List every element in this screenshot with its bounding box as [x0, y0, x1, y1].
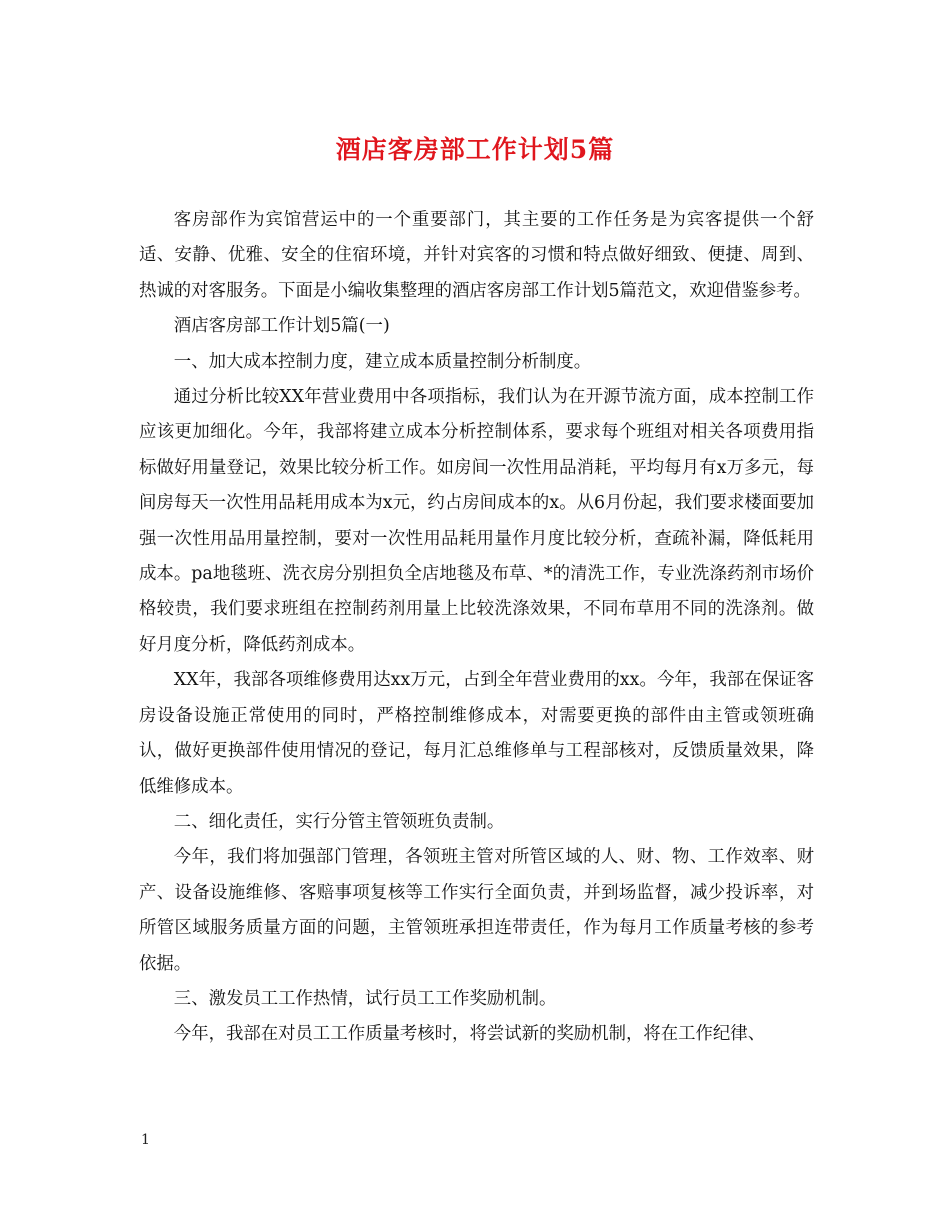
body-paragraph: 今年，我部在对员工工作质量考核时，将尝试新的奖励机制，将在工作纪律、: [173, 1024, 766, 1045]
plan-heading: 酒店客房部工作计划5篇(一): [173, 316, 390, 337]
section-heading-2: 二、细化责任，实行分管主管领班负责制。: [173, 811, 505, 832]
section-heading-1: 一、加大成本控制力度，建立成本质量控制分析制度。: [173, 351, 592, 372]
document-title: 酒店客房部工作计划5篇: [335, 135, 615, 164]
document-body: [139, 203, 814, 1053]
intro-paragraph: 客房部作为宾馆营运中的一个重要部门，其主要的工作任务是为宾客提供一个舒适、安静、优雅、安全的住宿环境，并针对宾客的习惯和特点做好细致、便捷、周到、热诚的对客服务。下面是小编收集整理的酒店客房部工作计划5篇范文，欢迎借鉴参考。: [139, 210, 814, 301]
page-number: 1: [141, 1132, 150, 1148]
body-paragraph: 通过分析比较XX年营业费用中各项指标，我们认为在开源节流方面，成本控制工作应该更加细化。今年，我部将建立成本分析控制体系，要求每个班组对相关各项费用指标做好用量登记，效果比较分析工作。如房间一次性用品消耗，平均每月有x万多元，每间房每天一次性用品耗用成本为x元，约占房间成本的x。从6月份起，我们要求楼面要加强一次性用品用量控制，要对一次性用品耗用量作月度比较分析，查疏补漏，降低耗用成本。pa地毯班、洗衣房分别担负全店地毯及布草、*的清洗工作，专业洗涤药剂市场价格较贵，我们要求班组在控制药剂用量上比较洗涤效果，不同布草用不同的洗涤剂。做好月度分析，降低药剂成本。: [139, 387, 814, 655]
body-paragraph: 今年，我们将加强部门管理，各领班主管对所管区域的人、财、物、工作效率、财产、设备设施维修、客赔事项复核等工作实行全面负责，并到场监督，减少投诉率，对所管区域服务质量方面的问题，主管领班承担连带责任，作为每月工作质量考核的参考依据。: [139, 847, 814, 974]
body-paragraph: XX年，我部各项维修费用达xx万元，占到全年营业费用的xx。今年，我部在保证客房设备设施正常使用的同时，严格控制维修成本，对需要更换的部件由主管或领班确认，做好更换部件使用情况的登记，每月汇总维修单与工程部核对，反馈质量效果，降低维修成本。: [139, 670, 814, 797]
section-heading-3: 三、激发员工工作热情，试行员工工作奖励机制。: [173, 988, 557, 1009]
